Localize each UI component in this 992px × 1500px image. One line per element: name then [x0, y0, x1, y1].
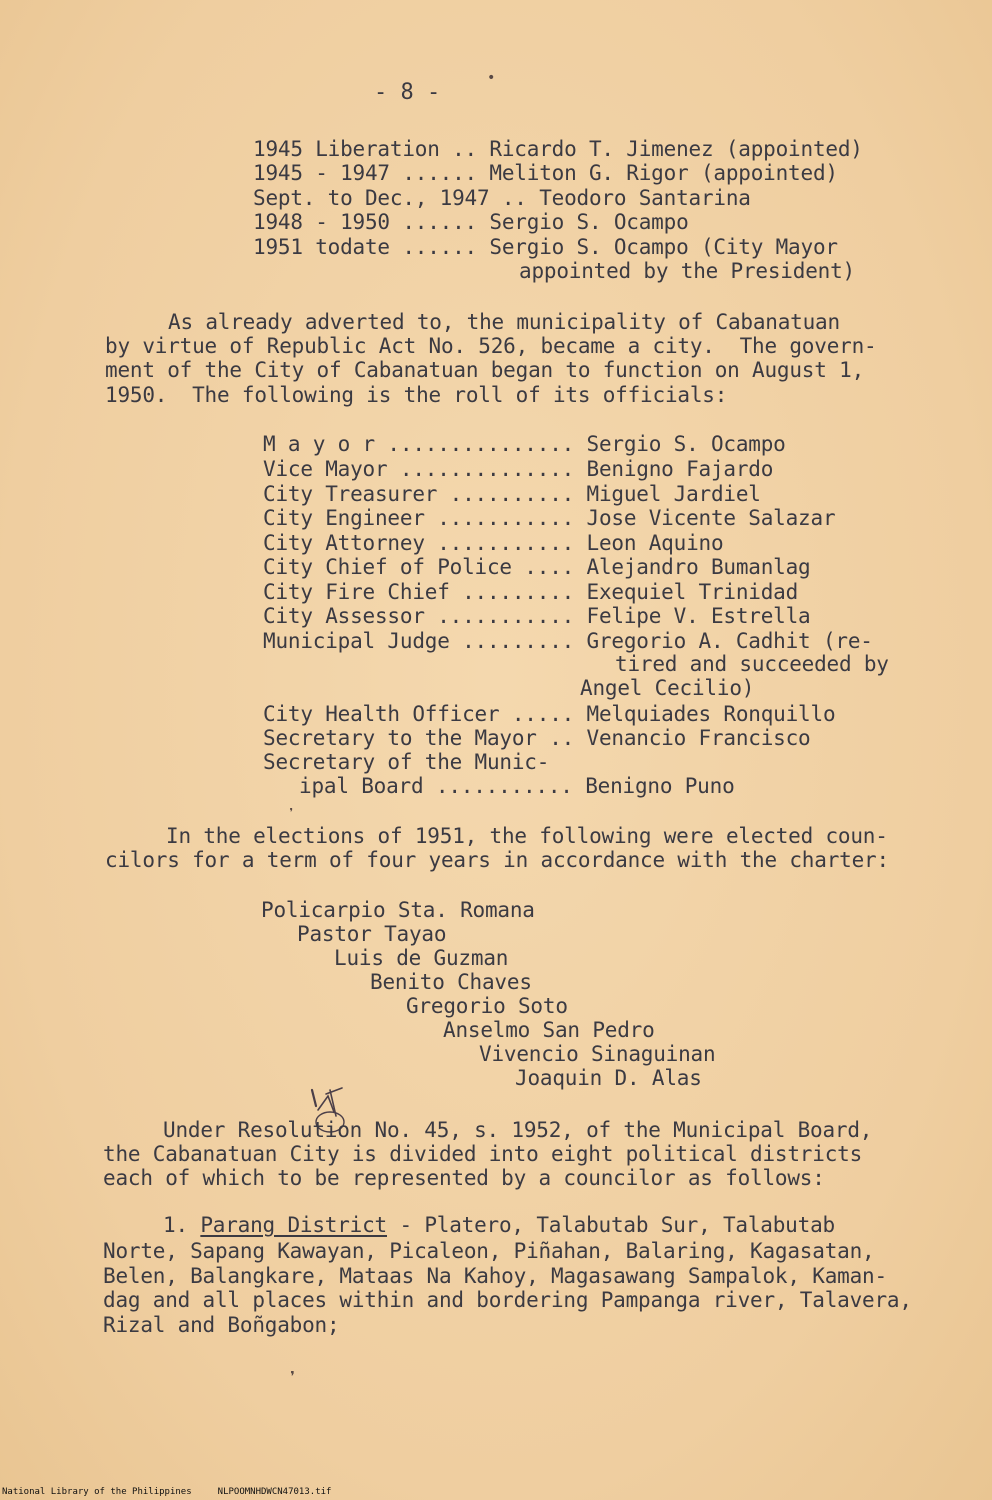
file-label: NLPOOMNHDWCN47013.tif	[217, 1487, 332, 1497]
district-number: 1.	[163, 1213, 201, 1237]
page-number: - 8 -	[374, 80, 441, 105]
district-line: Rizal and Boñgabon;	[103, 1313, 340, 1337]
paragraph-line: by virtue of Republic Act No. 526, became a city. The govern-	[105, 334, 877, 358]
official-row-continuation: tired and succeeded by	[615, 652, 889, 676]
official-row: Municipal Judge ......... Gregorio A. Cadhit (re-	[263, 629, 873, 653]
paragraph-line: each of which to be represented by a councilor as follows:	[103, 1166, 825, 1190]
chronology-line: 1951 todate ...... Sergio S. Ocampo (City Mayor	[253, 235, 838, 259]
official-row-continuation: Angel Cecilio)	[580, 676, 755, 700]
chronology-line: appointed by the President)	[519, 259, 855, 283]
official-row: Secretary of the Munic-	[263, 750, 550, 774]
paragraph-line: Under Resolution No. 45, s. 1952, of the Municipal Board,	[163, 1118, 873, 1142]
official-row: Secretary to the Mayor .. Venancio Francisco	[263, 726, 811, 750]
councilor-name: Gregorio Soto	[406, 994, 568, 1018]
official-row: City Engineer ........... Jose Vicente Salazar	[263, 506, 836, 530]
district-line: dag and all places within and bordering Pampanga river, Talavera,	[103, 1288, 912, 1312]
district-heading	[163, 1213, 835, 1237]
district-barrios: - Platero, Talabutab Sur, Talabutab	[387, 1213, 835, 1237]
paragraph-line: cilors for a term of four years in accordance with the charter:	[105, 848, 889, 872]
official-row: City Assessor ........... Felipe V. Estrella	[263, 604, 811, 628]
official-row: Vice Mayor .............. Benigno Fajardo	[263, 457, 774, 481]
official-row: City Chief of Police .... Alejandro Bumanlag	[263, 555, 811, 579]
library-label: National Library of the Philippines	[2, 1487, 192, 1497]
ink-speck: •	[487, 70, 496, 86]
paragraph-line: As already adverted to, the municipality of Cabanatuan	[168, 310, 840, 334]
official-row-continuation: ipal Board ........... Benigno Puno	[299, 774, 735, 798]
councilor-name: Joaquin D. Alas	[515, 1066, 702, 1090]
official-row: City Treasurer .......... Miguel Jardiel	[263, 482, 761, 506]
paragraph-line: the Cabanatuan City is divided into eight political districts	[103, 1142, 863, 1166]
district-line: Belen, Balangkare, Mataas Na Kahoy, Magasawang Sampalok, Kaman-	[103, 1264, 887, 1288]
official-row: M a y o r ............... Sergio S. Ocampo	[263, 432, 786, 456]
paragraph-line: ment of the City of Cabanatuan began to function on August 1,	[105, 358, 865, 382]
councilor-name: Benito Chaves	[370, 970, 532, 994]
councilor-name: Luis de Guzman	[334, 946, 509, 970]
paragraph-line: In the elections of 1951, the following were elected coun-	[166, 824, 888, 848]
scan-footer	[2, 1486, 331, 1498]
councilor-name: Pastor Tayao	[297, 922, 447, 946]
councilor-name: Vivencio Sinaguinan	[479, 1042, 716, 1066]
district-name: Parang District	[200, 1213, 387, 1237]
ink-speck: ❜	[287, 1368, 298, 1389]
official-row: City Attorney ........... Leon Aquino	[263, 531, 724, 555]
ink-speck: ❜	[287, 806, 296, 822]
official-row: City Fire Chief ......... Exequiel Trinidad	[263, 580, 799, 604]
councilor-name: Anselmo San Pedro	[443, 1018, 655, 1042]
chronology-line: 1945 - 1947 ...... Meliton G. Rigor (appointed)	[253, 161, 838, 185]
official-row: City Health Officer ..... Melquiades Ronquillo	[263, 702, 836, 726]
chronology-line: 1948 - 1950 ...... Sergio S. Ocampo	[253, 210, 689, 234]
district-line: Norte, Sapang Kawayan, Picaleon, Piñahan, Balaring, Kagasatan,	[103, 1239, 875, 1263]
chronology-line: 1945 Liberation .. Ricardo T. Jimenez (appointed)	[253, 137, 863, 161]
councilor-name: Policarpio Sta. Romana	[261, 898, 535, 922]
chronology-line: Sept. to Dec., 1947 .. Teodoro Santarina	[253, 186, 751, 210]
paragraph-line: 1950. The following is the roll of its officials:	[105, 383, 728, 407]
